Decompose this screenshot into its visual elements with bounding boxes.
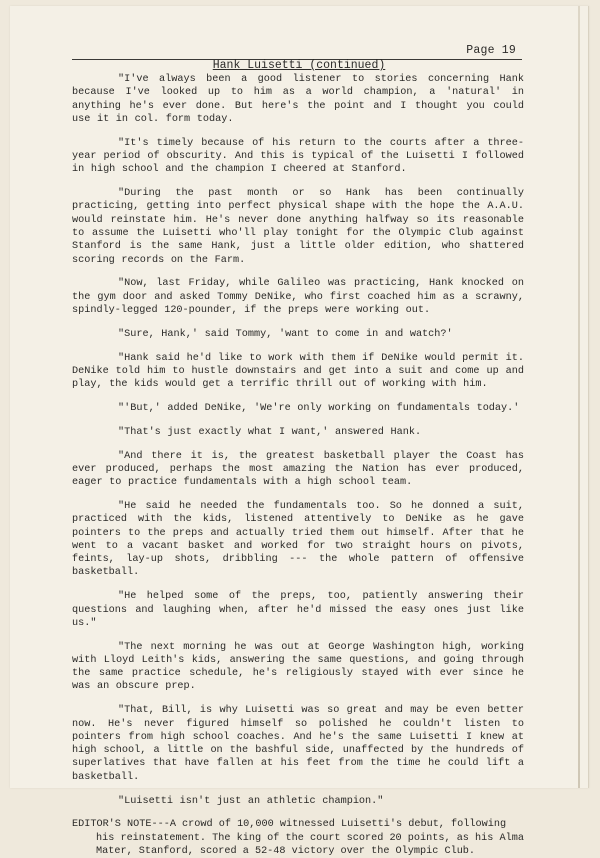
paragraph: "Now, last Friday, while Galileo was practicing, Hank knocked on the gym door and asked Tommy DeNike, who first coached him as a scrawny, spindly-legged 120-pounder, if the preps were working out. bbox=[72, 278, 524, 316]
article-body bbox=[72, 73, 524, 858]
editors-note: EDITOR'S NOTE---A crowd of 10,000 witnessed Luisetti's debut, following his reinstatement. The king of the court scored 20 points, as his Alma Mater, Stanford, scored a 52-48 victory over the Olympic Club. bbox=[72, 819, 524, 857]
paragraph: "Hank said he'd like to work with them if DeNike would permit it. DeNike told him to hustle downstairs and get into a suit and come up and play, the kids would get a terrific thrill out of working with him. bbox=[72, 352, 524, 391]
paragraph: "That's just exactly what I want,' answered Hank. bbox=[118, 426, 422, 438]
paragraph: "The next morning he was out at George Washington high, working with Lloyd Leith's kids, answering the same questions, and going through the same practice schedule, he's religiously stayed with ever since he was an obscure prep. bbox=[72, 641, 524, 693]
paragraph: "'But,' added DeNike, 'We're only working on fundamentals today.' bbox=[118, 402, 520, 414]
paragraph: "Sure, Hank,' said Tommy, 'want to come in and watch?' bbox=[118, 328, 453, 340]
paragraph: "He helped some of the preps, too, patiently answering their questions and laughing when, after he'd missed the easy ones just like us." bbox=[72, 591, 524, 629]
page-sheet bbox=[10, 6, 589, 857]
paragraph: "Luisetti isn't just an athletic champion." bbox=[118, 795, 384, 807]
paragraph: "That, Bill, is why Luisetti was so great and may be even better now. He's never figured himself so polished he couldn't listen to pointers from high school coaches. And he's the same Luisetti I knew at high school, a little on the bashful side, unaffected by the hundreds of superlatives that have fallen at his feet from the time he could lift a basketball. bbox=[72, 705, 524, 783]
paragraph: "I've always been a good listener to stories concerning Hank because I've looked up to him as a world champion, a 'natural' in anything he's ever done. But here's the point and I thought you could use it in col. form today. bbox=[72, 74, 524, 125]
paragraph: "During the past month or so Hank has been continually practicing, getting into perfect physical shape with the hope the A.A.U. would reinstate him. He's never done anything halfway so its reasonable to assume the Luisetti who'll play tonight for the Olympic Club against Stanford is the same Hank, just a little older edition, who shattered scoring records on the Farm. bbox=[72, 188, 524, 266]
page-title: Hank Luisetti (continued) bbox=[212, 59, 386, 72]
page-fold-shadow bbox=[578, 6, 580, 788]
paragraph: "And there it is, the greatest basketball player the Coast has ever produced, perhaps the most amazing the Nation has ever produced, eager to practice fundamentals with a high school team. bbox=[72, 450, 524, 489]
paragraph: "He said he needed the fundamentals too. So he donned a suit, practiced with the kids, listened attentively to DeNike as he gave pointers to the preps and actually tried them out himself. After that he went to a vacant basket and worked for two straight hours on pivots, feints, lay-up shots, dribbling --- the whole pattern of offensive basketball. bbox=[72, 500, 524, 579]
paragraph: "It's timely because of his return to the courts after a three-year period of obscurity. And this is typical of the Luisetti I followed in high school and the champion I cheered at Stanford. bbox=[72, 137, 524, 176]
page-number: Page 19 bbox=[466, 44, 516, 57]
